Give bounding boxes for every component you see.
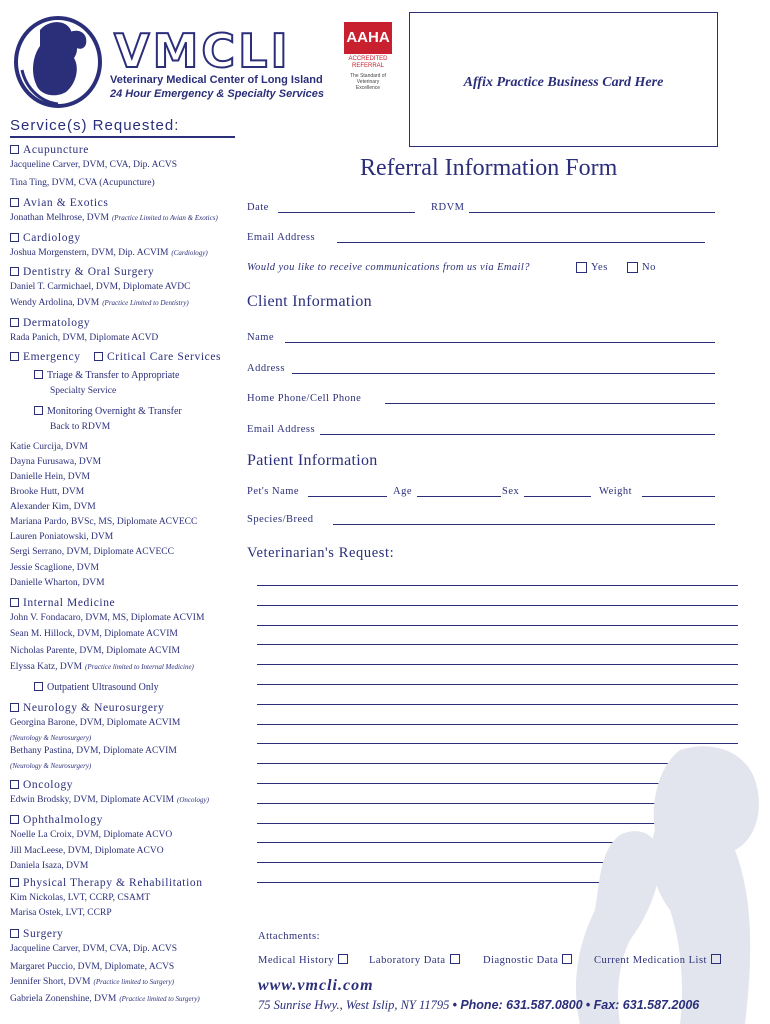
service-line-text: Jacqueline Carver, DVM, CVA, Dip. ACVS	[10, 944, 178, 954]
staff-line	[10, 860, 88, 872]
weight-field[interactable]	[642, 496, 715, 497]
staff-line	[10, 562, 99, 574]
aaha-badge	[344, 22, 396, 102]
request-line[interactable]	[257, 664, 738, 665]
service-line-note: (Practice limited to Surgery)	[93, 978, 174, 986]
attach-current-medication-list-checkbox[interactable]	[711, 954, 721, 964]
service-line-text: Sean M. Hillock, DVM, Diplomate ACVIM	[10, 629, 178, 639]
attach-diagnostic-data-label: Diagnostic Data	[483, 955, 559, 966]
attach-laboratory-data-checkbox[interactable]	[450, 954, 460, 964]
attach-medical-history[interactable]	[258, 954, 352, 966]
service-line-text: Joshua Morgenstern, DVM, Dip. ACVIM	[10, 248, 169, 258]
service-option[interactable]	[10, 197, 108, 209]
email-yes-checkbox[interactable]	[576, 262, 587, 273]
service-line-text: Dentistry & Oral Surgery	[23, 266, 155, 278]
aaha-logo: AAHA	[344, 22, 392, 54]
service-checkbox[interactable]	[10, 198, 19, 207]
staff-line	[10, 760, 91, 772]
service-line-text: Elyssa Katz, DVM	[10, 662, 83, 672]
staff-line	[10, 794, 209, 806]
attach-diagnostic-data-checkbox[interactable]	[562, 954, 572, 964]
request-line[interactable]	[257, 585, 738, 586]
request-line[interactable]	[257, 684, 738, 685]
staff-line	[10, 993, 200, 1005]
service-checkbox[interactable]	[34, 682, 43, 691]
service-line-text: Neurology & Neurosurgery	[23, 702, 165, 714]
attach-diagnostic-data[interactable]	[483, 954, 576, 966]
staff-line	[10, 745, 177, 757]
service-line-text: Margaret Puccio, DVM, Diplomate, ACVS	[10, 962, 175, 972]
service-line-text: Gabriela Zonenshine, DVM	[10, 994, 117, 1004]
attach-current-medication-list-label: Current Medication List	[594, 955, 707, 966]
service-checkbox[interactable]	[10, 703, 19, 712]
client-phone-label: Home Phone/Cell Phone	[247, 393, 362, 404]
logo-tagline: 24 Hour Emergency & Specialty Services	[110, 88, 324, 100]
service-checkbox[interactable]	[10, 815, 19, 824]
service-line-text: Danielle Hein, DVM	[10, 472, 90, 482]
vet-request-heading: Veterinarian's Request:	[247, 545, 395, 561]
staff-line	[10, 281, 190, 293]
date-label: Date	[247, 202, 269, 213]
service-line-text: Dermatology	[23, 317, 91, 329]
staff-line	[10, 645, 180, 657]
service-line-text: Noelle La Croix, DVM, Diplomate ACVO	[10, 830, 173, 840]
service-line-note: (Practice Limited to Dentistry)	[102, 299, 189, 307]
services-divider	[10, 136, 235, 138]
request-line[interactable]	[257, 704, 738, 705]
aaha-accredited-text: ACCREDITED REFERRAL	[348, 56, 388, 69]
staff-line	[50, 385, 116, 397]
logo-clinic-name: Veterinary Medical Center of Long Island	[110, 74, 323, 86]
service-line-text: Marisa Ostek, LVT, CCRP	[10, 908, 112, 918]
service-line-text: Surgery	[23, 928, 64, 940]
staff-line	[10, 612, 204, 624]
service-checkbox[interactable]	[34, 406, 43, 415]
staff-line	[10, 628, 178, 640]
attach-current-medication-list[interactable]	[594, 954, 725, 966]
age-field[interactable]	[417, 496, 501, 497]
client-name-label: Name	[247, 332, 275, 343]
staff-line	[10, 471, 90, 483]
staff-line	[10, 961, 174, 973]
service-line-text: Physical Therapy & Rehabilitation	[23, 877, 203, 889]
service-checkbox[interactable]	[10, 780, 19, 789]
logo-wordmark: VMCLI	[114, 24, 291, 78]
services-title: Service(s) Requested:	[10, 117, 180, 134]
business-card-label: Affix Practice Business Card Here	[463, 75, 664, 90]
service-checkbox[interactable]	[10, 352, 19, 361]
client-email-label: Email Address	[247, 424, 316, 435]
service-line-text: Cardiology	[23, 232, 81, 244]
service-option[interactable]	[10, 597, 115, 609]
staff-line	[10, 332, 158, 344]
client-phone-field[interactable]	[385, 403, 715, 404]
service-line-text: Back to RDVM	[50, 422, 111, 432]
date-field[interactable]	[278, 212, 415, 213]
email-no-checkbox[interactable]	[627, 262, 638, 273]
service-line-text: Nicholas Parente, DVM, Diplomate ACVIM	[10, 646, 180, 656]
client-email-field[interactable]	[320, 434, 715, 435]
service-line-text: Rada Panich, DVM, Diplomate ACVD	[10, 333, 159, 343]
staff-line	[10, 297, 189, 309]
service-line-text: Oncology	[23, 779, 74, 791]
request-line[interactable]	[257, 605, 738, 606]
service-line-text: Kim Nickolas, LVT, CCRP, CSAMT	[10, 893, 151, 903]
request-line[interactable]	[257, 625, 738, 626]
weight-label: Weight	[599, 486, 633, 497]
attach-laboratory-data-label: Laboratory Data	[369, 955, 446, 966]
service-line-text: Dayna Furusawa, DVM	[10, 457, 102, 467]
service-line-note: (Practice limited to Surgery)	[119, 995, 200, 1003]
service-line-text: (Neurology & Neurosurgery)	[10, 734, 92, 742]
staff-line	[10, 892, 150, 904]
staff-line	[10, 976, 174, 988]
service-checkbox[interactable]	[94, 352, 103, 361]
service-line-text: Wendy Ardolina, DVM	[10, 298, 100, 308]
service-line-text: Mariana Pardo, BVSc, MS, Diplomate ACVECC	[10, 517, 198, 527]
service-option[interactable]	[10, 144, 89, 156]
email-yes-label: Yes	[591, 262, 608, 273]
service-option[interactable]	[10, 351, 81, 363]
staff-line	[10, 907, 112, 919]
staff-line	[10, 661, 194, 673]
staff-line	[10, 829, 172, 841]
service-line-text: Alexander Kim, DVM	[10, 502, 96, 512]
attach-laboratory-data[interactable]	[369, 954, 464, 966]
service-line-text: Daniel T. Carmichael, DVM, Diplomate AVDC	[10, 282, 191, 292]
service-line-text: Jacqueline Carver, DVM, CVA, Dip. ACVS	[10, 160, 178, 170]
dog-logo-icon	[10, 10, 110, 110]
service-line-text: Sergi Serrano, DVM, Diplomate ACVECC	[10, 547, 174, 557]
request-line[interactable]	[257, 644, 738, 645]
service-checkbox[interactable]	[10, 598, 19, 607]
service-line-text: Brooke Hutt, DVM	[10, 487, 85, 497]
rdvm-email-label: Email Address	[247, 232, 316, 243]
staff-line	[10, 516, 197, 528]
footer-contact: 75 Sunrise Hwy., West Islip, NY 11795 • Phone: 631.587.0800 • Fax: 631.587.2006	[258, 998, 700, 1012]
service-option[interactable]	[10, 779, 73, 791]
service-checkbox[interactable]	[10, 878, 19, 887]
patient-info-heading: Patient Information	[247, 452, 378, 469]
service-line-text: Monitoring Overnight & Transfer	[47, 406, 182, 417]
rdvm-email-field[interactable]	[337, 242, 705, 243]
service-line-text: Jill MacLeese, DVM, Diplomate ACVO	[10, 846, 164, 856]
staff-line	[50, 421, 110, 433]
attach-medical-history-checkbox[interactable]	[338, 954, 348, 964]
service-option[interactable]	[34, 406, 182, 418]
service-line-text: Avian & Exotics	[23, 197, 109, 209]
client-address-field[interactable]	[292, 373, 715, 374]
staff-line	[10, 159, 177, 171]
service-line-text: Ophthalmology	[23, 814, 103, 826]
service-line-text: Tina Ting, DVM, CVA (Acupuncture)	[10, 178, 155, 188]
service-line-text: Bethany Pastina, DVM, Diplomate ACVIM	[10, 746, 177, 756]
dog-watermark-icon	[560, 740, 770, 1024]
staff-line	[10, 501, 96, 513]
staff-line	[10, 577, 105, 589]
service-option[interactable]	[10, 266, 154, 278]
rdvm-field[interactable]	[469, 212, 715, 213]
footer-phone: Phone: 631.587.0800	[460, 998, 583, 1012]
service-checkbox[interactable]	[10, 267, 19, 276]
service-line-text: Edwin Brodsky, DVM, Diplomate ACVIM	[10, 795, 175, 805]
service-line-note: (Practice limited to Internal Medicine)	[85, 663, 194, 671]
staff-line	[10, 212, 218, 224]
service-option[interactable]	[10, 814, 103, 826]
service-line-text: Internal Medicine	[23, 597, 116, 609]
sex-field[interactable]	[524, 496, 591, 497]
client-info-heading: Client Information	[247, 293, 372, 310]
staff-line	[10, 177, 155, 189]
service-line-text: Jessie Scaglione, DVM	[10, 563, 99, 573]
service-option[interactable]	[34, 682, 159, 694]
attach-medical-history-label: Medical History	[258, 955, 335, 966]
staff-line	[10, 845, 164, 857]
vmcli-logo	[10, 10, 330, 110]
service-line-text: Jonathan Melhrose, DVM	[10, 213, 109, 223]
service-line-text: Jennifer Short, DVM	[10, 977, 91, 987]
pet-name-label: Pet's Name	[247, 486, 300, 497]
service-line-text: Outpatient Ultrasound Only	[47, 682, 159, 693]
service-checkbox[interactable]	[10, 145, 19, 154]
service-line-note: (Cardiology)	[171, 249, 208, 257]
footer-address: 75 Sunrise Hwy., West Islip, NY 11795	[258, 998, 450, 1012]
staff-line	[10, 531, 113, 543]
staff-line	[10, 456, 101, 468]
service-option[interactable]	[10, 702, 164, 714]
service-checkbox[interactable]	[10, 233, 19, 242]
website-link[interactable]: www.vmcli.com	[258, 977, 374, 994]
service-line-text: (Neurology & Neurosurgery)	[10, 762, 92, 770]
species-breed-label: Species/Breed	[247, 514, 314, 525]
service-line-text: Georgina Barone, DVM, Diplomate ACVIM	[10, 718, 181, 728]
footer-fax: Fax: 631.587.2006	[593, 998, 700, 1012]
species-breed-field[interactable]	[333, 524, 715, 525]
staff-line	[10, 247, 208, 259]
staff-line	[10, 943, 177, 955]
service-option[interactable]	[10, 877, 203, 889]
email-no-label: No	[642, 262, 656, 273]
client-name-field[interactable]	[285, 342, 715, 343]
service-line-text: Critical Care Services	[107, 351, 222, 363]
service-line-text: Lauren Poniatowski, DVM	[10, 532, 114, 542]
age-label: Age	[393, 486, 412, 497]
service-option[interactable]	[34, 370, 179, 382]
service-line-note: (Practice Limited to Avian & Exotics)	[111, 214, 218, 222]
service-option[interactable]	[94, 351, 221, 363]
service-line-text: Daniela Isaza, DVM	[10, 861, 89, 871]
service-line-text: Danielle Wharton, DVM	[10, 578, 105, 588]
service-line-text: Triage & Transfer to Appropriate	[47, 370, 180, 381]
client-address-label: Address	[247, 363, 285, 374]
staff-line	[10, 441, 88, 453]
aaha-standard-text: The Standard of Veterinary Excellence	[350, 73, 386, 91]
sex-label: Sex	[502, 486, 520, 497]
service-line-note: (Oncology)	[177, 796, 209, 804]
pet-name-field[interactable]	[308, 496, 387, 497]
service-line-text: Emergency	[23, 351, 81, 363]
business-card-area[interactable]	[409, 12, 718, 147]
service-line-text: Specialty Service	[50, 386, 117, 396]
staff-line	[10, 546, 174, 558]
attachments-label: Attachments:	[258, 931, 320, 942]
staff-line	[10, 717, 180, 729]
staff-line	[10, 732, 91, 744]
service-line-text: Acupuncture	[23, 144, 89, 156]
form-title: Referral Information Form	[360, 155, 618, 181]
service-checkbox[interactable]	[10, 318, 19, 327]
email-consent-question: Would you like to receive communications from us via Email?	[247, 262, 530, 273]
service-line-text: Katie Curcija, DVM	[10, 442, 88, 452]
service-option[interactable]	[10, 317, 90, 329]
service-checkbox[interactable]	[10, 929, 19, 938]
rdvm-label: RDVM	[431, 202, 465, 213]
service-checkbox[interactable]	[34, 370, 43, 379]
service-option[interactable]	[10, 928, 63, 940]
service-line-text: John V. Fondacaro, DVM, MS, Diplomate ACVIM	[10, 613, 205, 623]
staff-line	[10, 486, 84, 498]
request-line[interactable]	[257, 724, 738, 725]
service-option[interactable]	[10, 232, 81, 244]
